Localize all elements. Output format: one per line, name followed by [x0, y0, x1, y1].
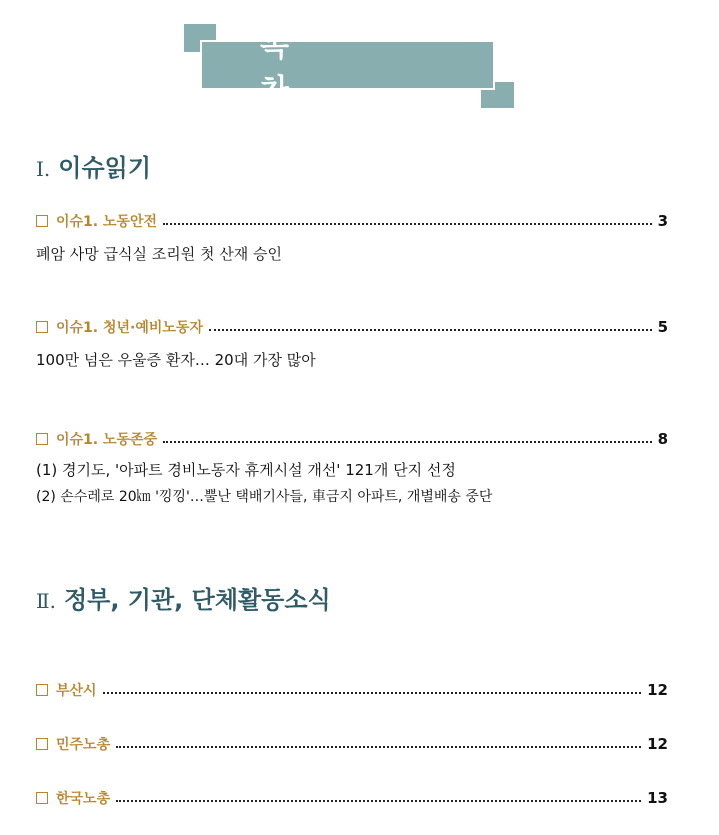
page-number: 12 — [647, 735, 668, 753]
section-numeral: Ⅱ. — [36, 589, 56, 613]
toc-entry[interactable] — [36, 787, 668, 809]
toc-entry-label: 민주노총 — [36, 734, 110, 754]
title-band — [200, 29, 495, 108]
page-number: 13 — [647, 789, 668, 807]
checkbox-square-icon — [36, 433, 48, 445]
toc-title-banner — [184, 24, 514, 110]
toc-entry-label: 이슈1. 노동존중 — [36, 429, 157, 449]
dot-leader — [116, 746, 641, 748]
page-number: 3 — [657, 212, 668, 230]
section-heading-1 — [36, 148, 151, 183]
toc-entry[interactable] — [36, 428, 668, 450]
toc-entry-description: 100만 넘은 우울증 환자… 20대 가장 많아 — [36, 351, 316, 369]
toc-entry-label: 이슈1. 청년·예비노동자 — [36, 317, 203, 337]
checkbox-square-icon — [36, 792, 48, 804]
toc-entry-label: 이슈1. 노동안전 — [36, 211, 157, 231]
dot-leader — [163, 441, 651, 443]
checkbox-square-icon — [36, 321, 48, 333]
page-title: 목 차 — [260, 29, 347, 108]
toc-entry-description: 폐암 사망 급식실 조리원 첫 산재 승인 — [36, 245, 282, 263]
page-number: 12 — [647, 681, 668, 699]
toc-entry[interactable] — [36, 210, 668, 232]
checkbox-square-icon — [36, 738, 48, 750]
toc-entry[interactable] — [36, 733, 668, 755]
toc-entry-description: (1) 경기도, '아파트 경비노동자 휴게시설 개선' 121개 단지 선정 — [36, 461, 456, 479]
checkbox-square-icon — [36, 215, 48, 227]
toc-entry-label: 부산시 — [36, 680, 97, 700]
toc-entry[interactable] — [36, 679, 668, 701]
section-title: 정부, 기관, 단체활동소식 — [63, 586, 331, 614]
checkbox-square-icon — [36, 684, 48, 696]
page-number: 8 — [657, 430, 668, 448]
dot-leader — [116, 800, 641, 802]
section-title: 이슈읽기 — [58, 154, 152, 182]
toc-entry-description: (2) 손수레로 20㎞ '낑낑'…뿔난 택배기사들, 車금지 아파트, 개별배송 중단 — [36, 489, 493, 505]
section-numeral: Ⅰ. — [36, 157, 51, 181]
toc-entry-label: 한국노총 — [36, 788, 110, 808]
page-number: 5 — [657, 318, 668, 336]
dot-leader — [103, 692, 642, 694]
toc-entry[interactable] — [36, 316, 668, 338]
dot-leader — [163, 223, 651, 225]
dot-leader — [209, 329, 652, 331]
section-heading-2 — [36, 580, 331, 615]
